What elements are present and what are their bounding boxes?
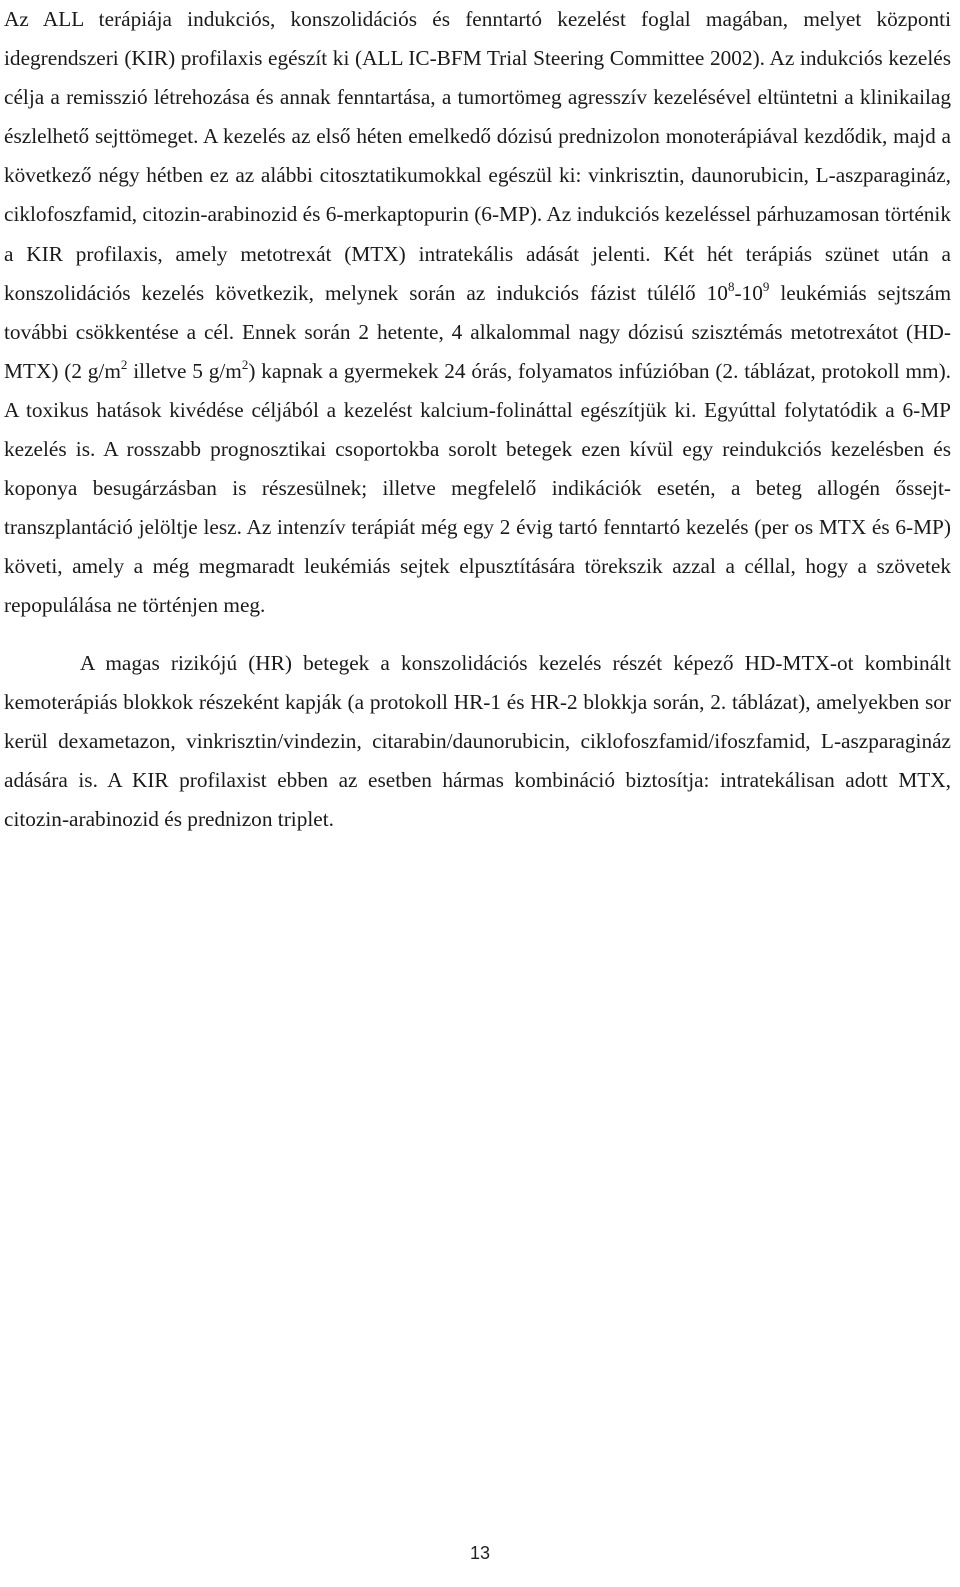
superscript-exponent: 2 [120, 356, 128, 372]
superscript-exponent: 2 [241, 356, 249, 372]
paragraph-text: illetve 5 g/m [127, 358, 242, 383]
paragraph-text: -10 [734, 280, 763, 305]
superscript-exponent: 9 [762, 278, 770, 294]
paragraph-text: leukémiás sejtszám további csökkentése a cél. Ennek során 2 hetente, 4 alkalommal nagy dózisú szisztémás metotrexátot (HD-MTX) (2 g/m [4, 280, 952, 383]
paragraph-text: ) kapnak a gyermekek 24 órás, folyamatos infúzióban (2. táblázat, protokoll mm). A toxikus hatások kivédése céljából a kezelést kalcium-folináttal egészítjük ki. Egyúttal folytatódik a 6-MP kezelés is. A rosszabb prognosztikai csoportokba sorolt betegek ezen kívül egy reindukciós kezelésben és koponya besugárzásban is részesülnek; illetve megfelelő indikációk esetén, a beteg allogén őssejt-transzplantáció jelöltje lesz. Az intenzív terápiát még egy 2 évig tartó fenntartó kezelés (per os MTX és 6-MP) követi, amely a még megmaradt leukémiás sejtek elpusztítására törekszik azzal a céllal, hogy a szövetek repopulálása ne történjen meg. [4, 358, 952, 618]
paragraph-all-therapy [4, 0, 951, 626]
page-number: 13 [469, 1543, 491, 1563]
superscript-exponent: 8 [727, 278, 735, 294]
paragraph-high-risk: A magas rizikójú (HR) betegek a konszolidációs kezelés részét képező HD-MTX-ot kombinált kemoterápiás blokkok részeként kapják (a protokoll HR-1 és HR-2 blokkja során, 2. táblázat), amelyekben sor kerül dexametazon, vinkrisztin/vindezin, citarabin/daunorubicin, ciklofoszfamid/ifoszfamid, L-aszparagináz adására is. A KIR profilaxist ebben az esetben hármas kombináció biztosítja: intratekálisan adott MTX, citozin-arabinozid és prednizon triplet. [4, 650, 951, 831]
document-body [4, 0, 951, 839]
paragraph-text: Az ALL terápiája indukciós, konszolidációs és fenntartó kezelést foglal magában, melyet központi idegrendszeri (KIR) profilaxis egészít ki (ALL IC-BFM Trial Steering Committee 2002). Az indukciós kezelés célja a remisszió létrehozása és annak fenntartása, a tumortömeg agresszív kezelésével eltüntetni a klinikailag észlelhető sejttömeget. A kezelés az első héten emelkedő dózisú prednizolon monoterápiával kezdődik, majd a következő négy hétben ez az alábbi citosztatikumokkal egészül ki: vinkrisztin, daunorubicin, L-aszparagináz, ciklofoszfamid, citozin-arabinozid és 6-merkaptopurin (6-MP). Az indukciós kezeléssel párhuzamosan történik a KIR profilaxis, amely metotrexát (MTX) intratekális adását jelenti. Két hét terápiás szünet után a konszolidációs kezelés következik, melynek során az indukciós fázist túlélő 10 [4, 7, 951, 305]
